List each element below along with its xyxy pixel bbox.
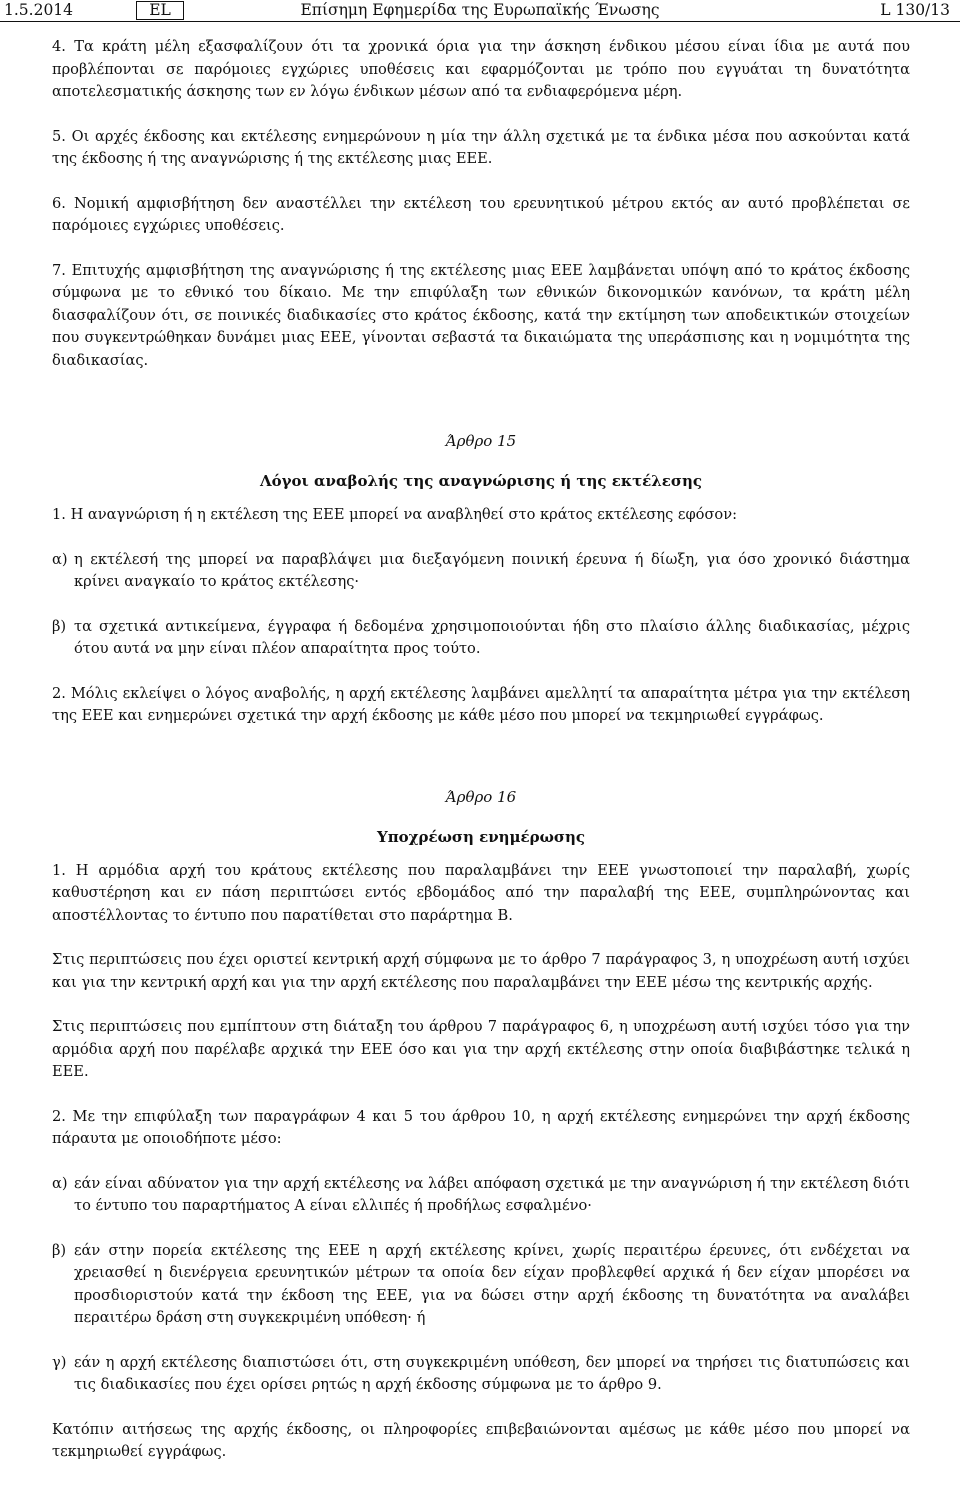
article-15-item-a — [52, 549, 910, 594]
document-body — [52, 36, 910, 1486]
header-language-box: EL — [136, 1, 184, 20]
header-rule — [0, 21, 960, 22]
article-15-item-b — [52, 616, 910, 661]
article-15-title: Άρθρο 15 — [445, 432, 517, 450]
article-15-paragraph-2: 2. Μόλις εκλείψει ο λόγος αναβολής, η αρχή εκτέλεσης λαμβάνει αμελλητί τα απαραίτητα μέτρα για την εκτέλεση της ΕΕΕ και ενημερώνει σχετικά την αρχή έκδοσης με κάθε μέσο που μπορεί να τεκμηριωθεί εγγράφως. — [52, 684, 910, 724]
article-16-paragraph-3: Κατόπιν αιτήσεως της αρχής έκδοσης, οι πληροφορίες επιβεβαιώνονται αμέσως με κάθε μέσο που μπορεί να τεκμηριωθεί εγγράφως. — [52, 1420, 910, 1460]
article-16-paragraph-1c: Στις περιπτώσεις που εμπίπτουν στη διάταξη του άρθρου 7 παράγραφος 6, η υποχρέωση αυτή ισχύει τόσο για την αρμόδια αρχή που παρέλαβε αρχικά την ΕΕΕ όσο και για την αρχή εκτέλεσης στην οποία διαβιβάστηκε τελικά η ΕΕΕ. — [52, 1018, 910, 1080]
item-text: εάν στην πορεία εκτέλεσης της ΕΕΕ η αρχή εκτέλεσης κρίνει, χωρίς περαιτέρω έρευνες, ότι ενδέχεται να χρειασθεί η διενέργεια ερευνητικών μέτρων τα οποία δεν είχαν προβλεφθεί αρχικά ή δεν είχαν μπορέσει να προσδιοριστούν κατά την έκδοση της ΕΕΕ, για να δώσει στην αρχή έκδοσης τη δυνατότητα να αναλάβει περαιτέρω δράση στη συγκεκριμένη υπόθεση· ή — [74, 1241, 910, 1326]
header-journal-title: Επίσημη Εφημερίδα της Ευρωπαϊκής Ένωσης — [300, 1, 660, 19]
paragraph-4: 4. Τα κράτη μέλη εξασφαλίζουν ότι τα χρονικά όρια για την άσκηση ένδικου μέσου είναι ίδια με αυτά που προβλέπονται σε παρόμοιες εγχώριες υποθέσεις και εφαρμόζονται με τρόπο που εγγυάται τη δυνατότητα αποτελεσματικής άσκησης των εν λόγω ένδικων μέσων από τα ενδιαφερόμενα μέρη. — [52, 38, 910, 100]
article-16-paragraph-1: 1. Η αρμόδια αρχή του κράτους εκτέλεσης που παραλαμβάνει την ΕΕΕ γνωστοποιεί την παραλαβή, χωρίς καθυστέρηση και εν πάση περιπτώσει εντός εβδομάδος από την παραλαβή της ΕΕΕ, συμπληρώνοντας και αποστέλλοντας το έντυπο που παρατίθεται στο παράρτημα Β. — [52, 861, 910, 924]
header-date: 1.5.2014 — [4, 1, 74, 19]
item-text: η εκτέλεσή της μπορεί να παραβλάψει μια διεξαγόμενη ποινική έρευνα ή δίωξη, για όσο χρονικό διάστημα κρίνει αναγκαίο το κράτος εκτέλεσης· — [74, 550, 910, 590]
article-16-item-b — [52, 1240, 910, 1330]
item-text: εάν η αρχή εκτέλεσης διαπιστώσει ότι, στη συγκεκριμένη υπόθεση, δεν μπορεί να τηρήσει τις διατυπώσεις και τις διαδικασίες που έχει ορίσει ρητώς η αρχή έκδοσης σύμφωνα με το άρθρο 9. — [74, 1353, 910, 1393]
article-16-item-c — [52, 1352, 910, 1397]
article-16-heading: Υποχρέωση ενημέρωσης — [376, 827, 585, 846]
paragraph-5: 5. Οι αρχές έκδοσης και εκτέλεσης ενημερώνουν η μία την άλλη σχετικά με τα ένδικα μέσα που ασκούνται κατά της έκδοσης ή της αναγνώρισης ή της εκτέλεσης μιας ΕΕΕ. — [52, 127, 910, 167]
article-16-paragraph-2: 2. Με την επιφύλαξη των παραγράφων 4 και 5 του άρθρου 10, η αρχή εκτέλεσης ενημερώνει την αρχή έκδοσης πάραυτα με οποιοδήποτε μέσο: — [52, 1107, 910, 1147]
article-15-heading: Λόγοι αναβολής της αναγνώρισης ή της εκτέλεσης — [259, 472, 703, 490]
item-marker: β) — [52, 1241, 67, 1259]
item-text: εάν είναι αδύνατον για την αρχή εκτέλεσης να λάβει απόφαση σχετικά με την αναγνώριση ή την εκτέλεση διότι το έντυπο του παραρτήματος Α είναι ελλιπές ή προδήλως εσφαλμένο· — [74, 1174, 910, 1214]
article-15-paragraph-1: 1. Η αναγνώριση ή η εκτέλεση της ΕΕΕ μπορεί να αναβληθεί στο κράτος εκτέλεσης εφόσον: — [52, 506, 737, 523]
article-16-paragraph-1b: Στις περιπτώσεις που έχει οριστεί κεντρική αρχή σύμφωνα με το άρθρο 7 παράγραφος 3, η υποχρέωση αυτή ισχύει και για την κεντρική αρχή και για την αρχή εκτέλεσης που παραλαμβάνει την ΕΕΕ μέσω της κεντρικής αρχής. — [52, 951, 910, 991]
item-marker: α) — [52, 550, 68, 568]
paragraph-6: 6. Νομική αμφισβήτηση δεν αναστέλλει την εκτέλεση του ερευνητικού μέτρου εκτός αν αυτό προβλέπεται σε παρόμοιες εγχώριες υποθέσεις. — [52, 194, 910, 234]
article-16-title: Άρθρο 16 — [445, 787, 517, 806]
paragraph-7: 7. Επιτυχής αμφισβήτηση της αναγνώρισης ή της εκτέλεσης μιας ΕΕΕ λαμβάνεται υπόψη από το κράτος έκδοσης σύμφωνα με το εθνικό του δίκαιο. Με την επιφύλαξη των εθνικών δικονομικών κανόνων, τα κράτη μέλη διασφαλίζουν ότι, σε ποινικές διαδικασίες στο κράτος έκδοσης, κατά την εκτίμηση των αποδεικτικών στοιχείων που συγκεντρώθηκαν δυνάμει μιας ΕΕΕ, γίνονται σεβαστά τα δικαιώματα της υπεράσπισης και η νομιμότητα της διαδικασίας. — [52, 261, 910, 369]
item-text: τα σχετικά αντικείμενα, έγγραφα ή δεδομένα χρησιμοποιούνται ήδη στο πλαίσιο άλλης διαδικασίας, μέχρις ότου αυτά να μην είναι πλέον απαραίτητα προς τούτο. — [74, 617, 910, 657]
header-page-reference: L 130/13 — [880, 1, 950, 19]
item-marker: β) — [52, 617, 67, 635]
article-16-item-a — [52, 1173, 910, 1218]
item-marker: γ) — [52, 1353, 67, 1371]
item-marker: α) — [52, 1174, 68, 1192]
page-header — [0, 0, 960, 22]
